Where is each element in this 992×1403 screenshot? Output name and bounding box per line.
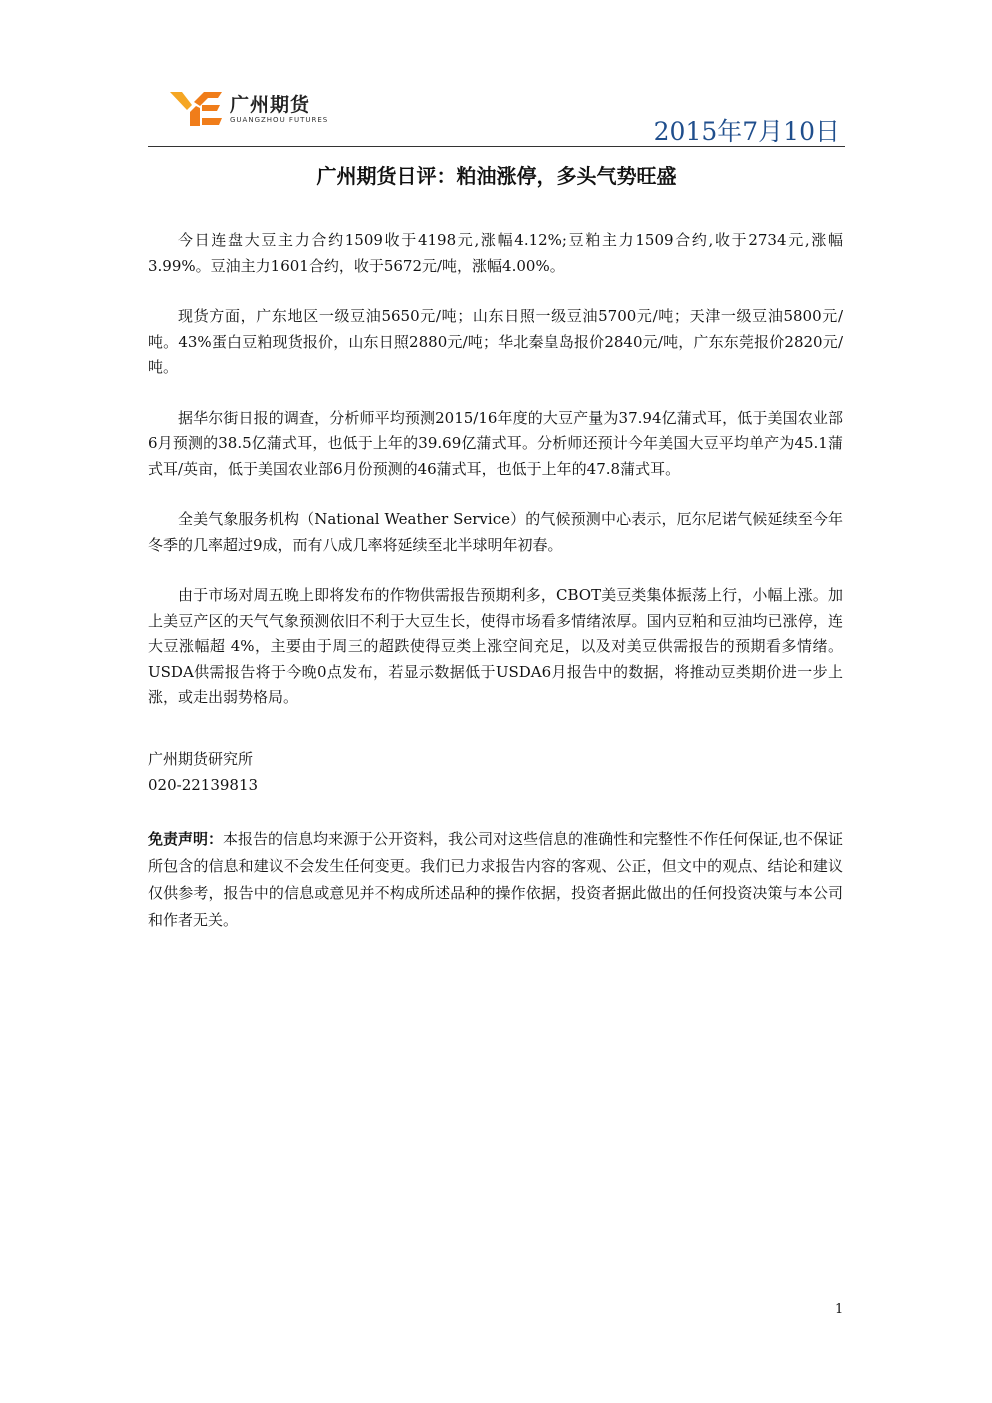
logo-text-cn: 广州期货 [230,94,311,116]
logo-mark-icon [170,88,224,128]
disclaimer [148,826,843,934]
logo-text-en: GUANGZHOU FUTURES [230,116,329,124]
signature [148,746,843,798]
paragraph-outlook: 由于市场对周五晚上即将发布的作物供需报告预期利多，CBOT美豆类集体振荡上行，小幅上涨。加上美豆产区的天气气象预测依旧不利于大豆生长，使得市场看多情绪浓厚。国内豆粕和豆油均已涨停，连大豆涨幅超 4%，主要由于周三的超跌使得豆类上涨空间充足，以及对美豆供需报告的预期看多情绪。USDA供需报告将于今晚0点发布，若显示数据低于USDA6月报告中的数据，将推动豆类期价进一步上涨，或走出弱势格局。 [148,586,843,706]
header-divider [148,146,845,147]
disclaimer-label: 免责声明： [148,829,224,848]
report-title: 广州期货日评：粕油涨停，多头气势旺盛 [316,164,677,188]
company-logo [170,88,345,130]
paragraph-weather: 全美气象服务机构（National Weather Service）的气候预测中心表示，厄尔尼诺气候延续至今年冬季的几率超过9成，而有八成几率将延续至北半球明年初春。 [148,510,843,554]
signature-phone: 020-22139813 [148,775,259,794]
disclaimer-text: 本报告的信息均来源于公开资料，我公司对这些信息的准确性和完整性不作任何保证,也不保证所包含的信息和建议不会发生任何变更。我们已力求报告内容的客观、公正，但文中的观点、结论和建议仅供参考，报告中的信息或意见并不构成所述品种的操作依据，投资者据此做出的任何投资决策与本公司和作者无关。 [148,829,843,929]
paragraph-wsj-survey: 据华尔街日报的调查，分析师平均预测2015/16年度的大豆产量为37.94亿蒲式耳，低于美国农业部6月预测的38.5亿蒲式耳，也低于上年的39.69亿蒲式耳。分析师还预计今年美国大豆平均单产为45.1蒲式耳/英亩，低于美国农业部6月份预测的46蒲式耳，也低于上年的47.8蒲式耳。 [148,408,843,478]
paragraph-futures: 今日连盘大豆主力合约1509收于4198元,涨幅4.12%;豆粕主力1509合约,收于2734元,涨幅3.99%。豆油主力1601合约，收于5672元/吨，涨幅4.00%。 [148,231,843,275]
report-date: 2015年7月10日 [653,117,840,146]
paragraph-spot: 现货方面，广东地区一级豆油5650元/吨；山东日照一级豆油5700元/吨；天津一级豆油5800元/吨。43%蛋白豆粕现货报价，山东日照2880元/吨；华北秦皇岛报价2840元/吨，广东东莞报价2820元/吨。 [148,307,843,376]
report-body [148,228,843,934]
page-number: 1 [835,1302,844,1317]
signature-org: 广州期货研究所 [148,749,254,768]
